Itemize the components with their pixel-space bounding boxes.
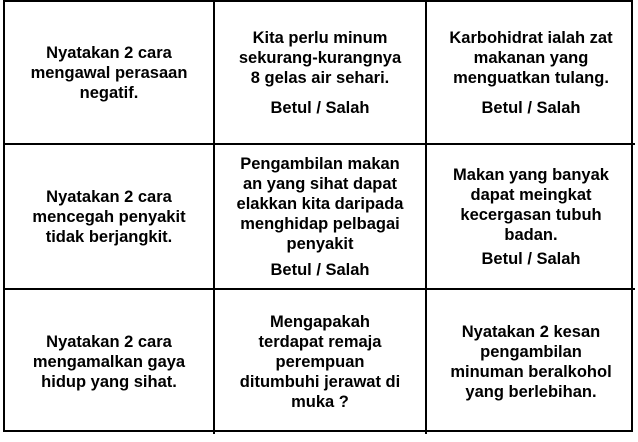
card-question: Makan yang banyak dapat meingkat kecergasan tubuh badan. [453,165,609,244]
card-1 [5,2,215,145]
card-answer-options: Betul / Salah [270,260,370,279]
card-question: Nyatakan 2 kesan pengambilan minuman beralkohol yang berlebihan. [450,323,612,401]
card-4 [5,145,215,290]
card-question: Mengapakah terdapat remaja perempuan ditumbuhi jerawat di muka ? [239,313,401,411]
card-question: Karbohidrat ialah zat makanan yang menguatkan tulang. [449,28,613,87]
card-8 [215,290,427,434]
card-2 [215,2,427,145]
card-answer-options: Betul / Salah [481,98,581,117]
card-question: Nyatakan 2 cara mencegah penyakit tidak berjangkit. [32,187,186,246]
card-question: Kita perlu minum sekurang-kurangnya 8 gelas air sehari. [238,28,402,87]
card-question: Nyatakan 2 cara mengamalkan gaya hidup yang sihat. [32,333,186,391]
card-3 [427,2,635,145]
card-9 [427,290,635,434]
card-question: Nyatakan 2 cara mengawal perasaan negatif. [30,43,188,102]
question-card-grid [3,0,633,432]
card-7 [5,290,215,434]
card-question: Pengambilan makan an yang sihat dapat elakkan kita daripada menghidap pelbagai penyakit [236,154,404,253]
card-6 [427,145,635,290]
card-answer-options: Betul / Salah [481,249,581,268]
card-answer-options: Betul / Salah [270,98,370,117]
card-5 [215,145,427,290]
